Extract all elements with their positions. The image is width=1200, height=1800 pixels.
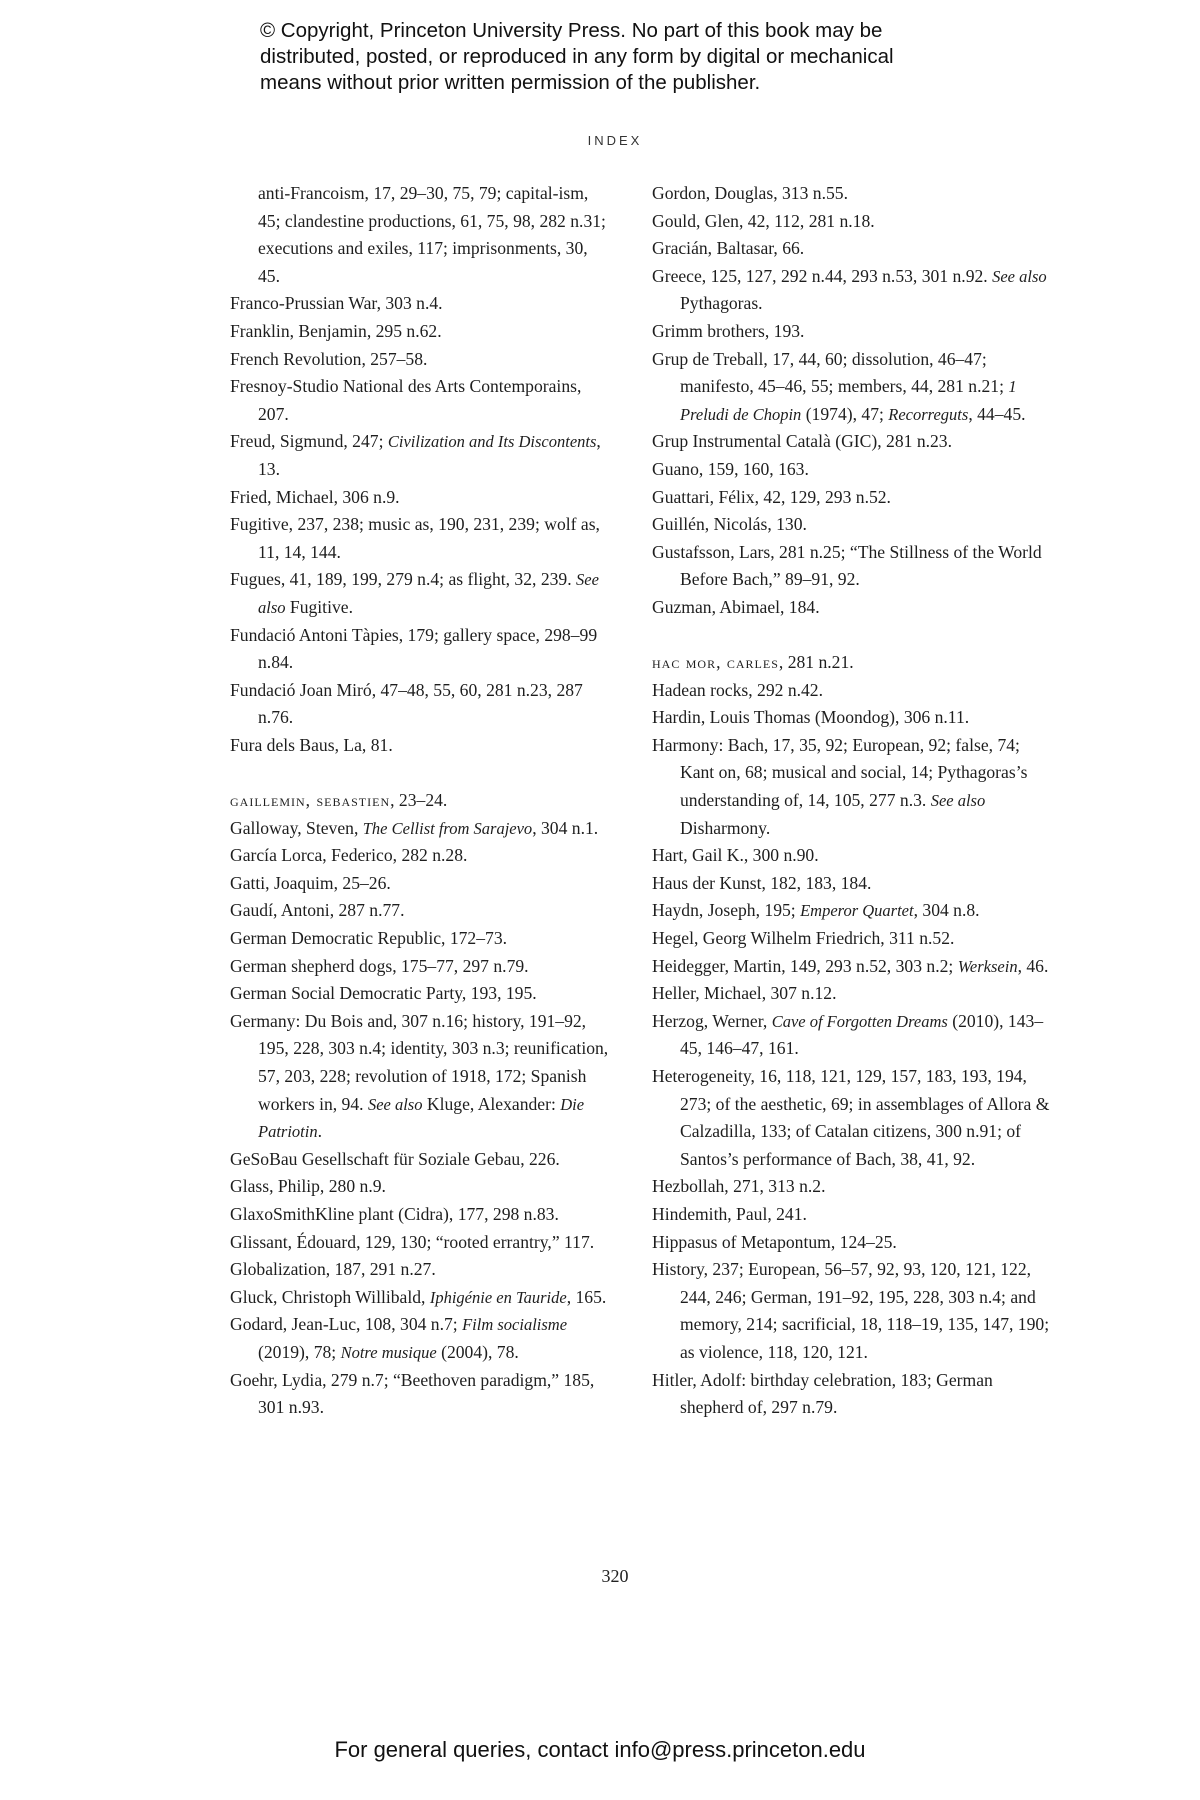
index-entry: anti-Francoism, 17, 29–30, 75, 79; capital-ism, 45; clandestine productions, 61, 75, 98, 282 n.31; executions and exiles, 117; imprisonments, 30, 45. — [258, 183, 606, 286]
index-entry: Hegel, Georg Wilhelm Friedrich, 311 n.52. — [652, 928, 955, 949]
index-entry: Fresnoy-Studio National des Arts Contemporains, 207. — [230, 376, 582, 424]
index-entry: Haydn, Joseph, 195; Emperor Quartet, 304 n.8. — [652, 900, 980, 921]
index-entry: gaillemin, sebastien, 23–24. — [230, 790, 448, 811]
running-head: INDEX — [587, 133, 643, 148]
index-entry: Glass, Philip, 280 n.9. — [230, 1176, 386, 1197]
index-entry: Gustafsson, Lars, 281 n.25; “The Stillness of the World Before Bach,” 89–91, 92. — [652, 541, 1042, 590]
index-entry: Gatti, Joaquim, 25–26. — [230, 872, 391, 893]
footer-contact: For general queries, contact info@press.princeton.edu — [334, 1737, 866, 1762]
index-entry: Fugues, 41, 189, 199, 279 n.4; as flight, 32, 239. See also Fugitive. — [230, 569, 599, 617]
section-gap — [230, 759, 610, 787]
index-entry: Gordon, Douglas, 313 n.55. — [652, 183, 848, 203]
index-entry: hac mor, carles, 281 n.21. — [652, 652, 854, 673]
index-entry: Guano, 159, 160, 163. — [652, 458, 809, 479]
index-entry: Hart, Gail K., 300 n.90. — [652, 845, 819, 866]
index-entry: GeSoBau Gesellschaft für Soziale Gebau, 226. — [230, 1148, 560, 1169]
index-entry: Grimm brothers, 193. — [652, 320, 805, 341]
index-entry: Fundació Joan Miró, 47–48, 55, 60, 281 n.23, 287 n.76. — [230, 679, 583, 728]
index-entry: Gracián, Baltasar, 66. — [652, 238, 805, 259]
index-entry: Gluck, Christoph Willibald, Iphigénie en Tauride, 165. — [230, 1286, 607, 1307]
index-entry: Fura dels Baus, La, 81. — [230, 734, 393, 755]
index-entry: Hindemith, Paul, 241. — [652, 1203, 807, 1224]
index-entry: Hitler, Adolf: birthday celebration, 183; German shepherd of, 297 n.79. — [652, 1369, 993, 1418]
index-entry: Heller, Michael, 307 n.12. — [652, 983, 837, 1004]
index-entry: Franco-Prussian War, 303 n.4. — [230, 293, 443, 314]
index-entry: German Democratic Republic, 172–73. — [230, 928, 508, 949]
index-entry: Hezbollah, 271, 313 n.2. — [652, 1176, 826, 1197]
index-column-right — [652, 180, 1052, 1422]
index-entry: García Lorca, Federico, 282 n.28. — [230, 845, 468, 866]
index-entry: Fundació Antoni Tàpies, 179; gallery space, 298–99 n.84. — [230, 624, 598, 673]
index-entry: Heidegger, Martin, 149, 293 n.52, 303 n.2; Werksein, 46. — [652, 955, 1049, 976]
index-entry: Franklin, Benjamin, 295 n.62. — [230, 320, 442, 341]
index-entry: Fried, Michael, 306 n.9. — [230, 486, 400, 507]
index-entry: Grup de Treball, 17, 44, 60; dissolution, 46–47; manifesto, 45–46, 55; members, 44, 281 n.21; 1 Preludi de Chopin (1974), 47; Recorreguts, 44–45. — [652, 348, 1026, 424]
copyright-line: means without prior written permission of the publisher. — [260, 71, 761, 94]
index-entry: Hippasus of Metapontum, 124–25. — [652, 1231, 897, 1252]
index-entry: Godard, Jean-Luc, 108, 304 n.7; Film socialisme (2019), 78; Notre musique (2004), 78. — [230, 1314, 568, 1362]
index-entry: Guattari, Félix, 42, 129, 293 n.52. — [652, 486, 891, 507]
copyright-notice — [260, 18, 980, 96]
index-entry: Herzog, Werner, Cave of Forgotten Dreams (2010), 143–45, 146–47, 161. — [652, 1010, 1044, 1059]
copyright-line: distributed, posted, or reproduced in any form by digital or mechanical — [260, 45, 894, 68]
copyright-line: © Copyright, Princeton University Press. No part of this book may be — [260, 19, 883, 42]
index-entry: Gaudí, Antoni, 287 n.77. — [230, 900, 405, 921]
index-entry: GlaxoSmithKline plant (Cidra), 177, 298 n.83. — [230, 1203, 559, 1224]
index-entry: Guzman, Abimael, 184. — [652, 596, 820, 617]
index-entry: Greece, 125, 127, 292 n.44, 293 n.53, 301 n.92. See also Pythagoras. — [652, 265, 1047, 314]
index-entry: Hadean rocks, 292 n.42. — [652, 679, 824, 700]
index-entry: Germany: Du Bois and, 307 n.16; history, 191–92, 195, 228, 303 n.4; identity, 303 n.3; reunification, 57, 203, 228; revolution of 1918, 172; Spanish workers in, 94. See also Kluge, Alexander: Die Patriotin. — [230, 1010, 609, 1142]
index-entry: Heterogeneity, 16, 118, 121, 129, 157, 183, 193, 194, 273; of the aesthetic, 69; in assemblages of Allora & Calzadilla, 133; of Catalan citizens, 300 n.91; of Santos’s performance of Bach, 38, 41, 92. — [652, 1066, 1050, 1169]
index-entry: Gould, Glen, 42, 112, 281 n.18. — [652, 210, 875, 231]
section-gap — [652, 622, 1052, 650]
index-entry: Freud, Sigmund, 247; Civilization and Its Discontents, 13. — [230, 431, 601, 479]
index-entry: Guillén, Nicolás, 130. — [652, 514, 807, 535]
page-number: 320 — [601, 1566, 629, 1586]
index-entry: Glissant, Édouard, 129, 130; “rooted errantry,” 117. — [230, 1231, 595, 1252]
index-entry: Grup Instrumental Català (GIC), 281 n.23. — [652, 431, 953, 452]
index-entry: Hardin, Louis Thomas (Moondog), 306 n.11. — [652, 707, 970, 728]
index-column-left — [230, 180, 610, 1422]
index-entry: Haus der Kunst, 182, 183, 184. — [652, 872, 872, 893]
index-entry: Fugitive, 237, 238; music as, 190, 231, 239; wolf as, 11, 14, 144. — [230, 514, 600, 562]
index-entry: Goehr, Lydia, 279 n.7; “Beethoven paradigm,” 185, 301 n.93. — [230, 1369, 595, 1418]
index-entry: Harmony: Bach, 17, 35, 92; European, 92; false, 74; Kant on, 68; musical and social, 14; Pythagoras’s understanding of, 14, 105, 277 n.3. See also Disharmony. — [652, 734, 1028, 838]
index-entry: Galloway, Steven, The Cellist from Sarajevo, 304 n.1. — [230, 817, 599, 838]
index-entry: History, 237; European, 56–57, 92, 93, 120, 121, 122, 244, 246; German, 191–92, 195, 228, 303 n.4; and memory, 214; sacrificial, 18, 118–19, 135, 147, 190; as violence, 118, 120, 121. — [652, 1259, 1050, 1362]
index-entry: German Social Democratic Party, 193, 195. — [230, 983, 537, 1004]
index-entry: German shepherd dogs, 175–77, 297 n.79. — [230, 955, 529, 976]
index-entry: Globalization, 187, 291 n.27. — [230, 1259, 436, 1280]
index-entry: French Revolution, 257–58. — [230, 348, 428, 369]
